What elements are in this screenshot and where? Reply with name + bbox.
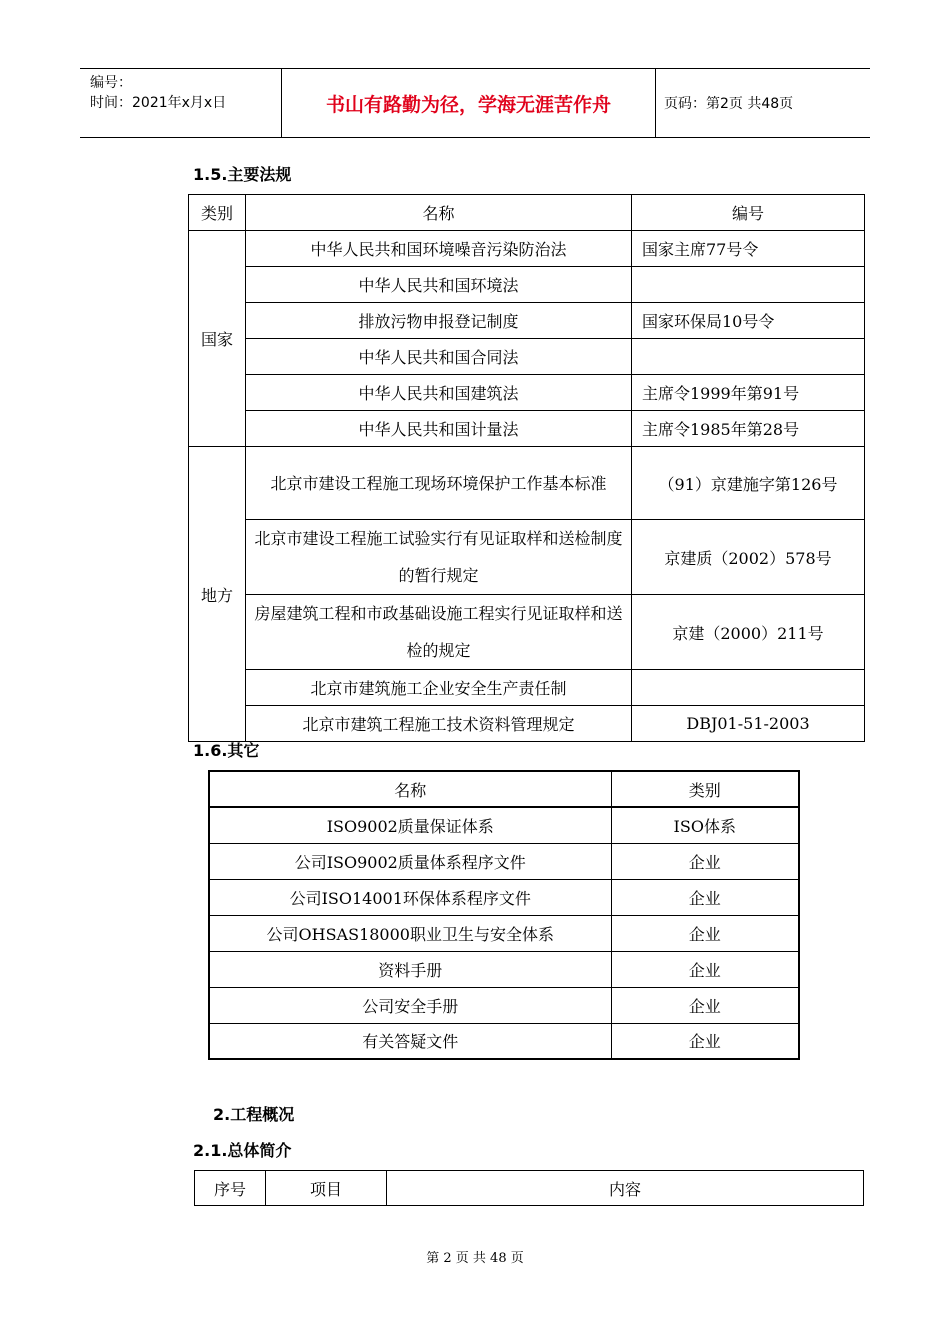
table-row bbox=[189, 411, 865, 447]
column-header: 序号 bbox=[195, 1171, 266, 1206]
table-row bbox=[189, 231, 865, 267]
column-header: 名称 bbox=[246, 195, 632, 231]
regulation-name: 中华人民共和国合同法 bbox=[246, 339, 632, 375]
regulation-name: 中华人民共和国环境法 bbox=[246, 267, 632, 303]
regulation-name: 中华人民共和国建筑法 bbox=[246, 375, 632, 411]
regulation-code bbox=[632, 339, 865, 375]
table-row bbox=[209, 879, 799, 915]
table-row bbox=[189, 267, 865, 303]
other-documents-table bbox=[208, 770, 800, 1060]
table-row bbox=[189, 447, 865, 520]
regulation-code: （91）京建施字第126号 bbox=[632, 447, 865, 520]
document-number-label: 编号： bbox=[90, 75, 132, 91]
column-header: 名称 bbox=[209, 771, 611, 807]
regulation-name: 北京市建设工程施工现场环境保护工作基本标准 bbox=[246, 447, 632, 520]
regulation-code: 京建（2000）211号 bbox=[632, 595, 865, 670]
table-row bbox=[209, 843, 799, 879]
regulation-code: 主席令1999年第91号 bbox=[632, 375, 865, 411]
document-name: 资料手册 bbox=[209, 951, 611, 987]
regulation-code: 国家主席77号令 bbox=[632, 231, 865, 267]
regulation-name: 中华人民共和国环境噪音污染防治法 bbox=[246, 231, 632, 267]
table-row bbox=[189, 595, 865, 670]
regulation-name: 北京市建筑工程施工技术资料管理规定 bbox=[246, 706, 632, 742]
regulation-code: 国家环保局10号令 bbox=[632, 303, 865, 339]
document-type: 企业 bbox=[611, 843, 799, 879]
header-meta bbox=[90, 73, 226, 113]
regulation-name: 北京市建筑施工企业安全生产责任制 bbox=[246, 670, 632, 706]
document-name: 公司OHSAS18000职业卫生与安全体系 bbox=[209, 915, 611, 951]
column-header: 类别 bbox=[189, 195, 246, 231]
table-row bbox=[209, 807, 799, 843]
regulations-table bbox=[188, 194, 865, 742]
section-heading-2: 2.工程概况 bbox=[213, 1105, 295, 1124]
document-name: ISO9002质量保证体系 bbox=[209, 807, 611, 843]
table-header-row bbox=[195, 1171, 864, 1206]
column-header: 内容 bbox=[387, 1171, 864, 1206]
section-heading-1-5: 1.5.主要法规 bbox=[193, 165, 292, 184]
regulation-name: 中华人民共和国计量法 bbox=[246, 411, 632, 447]
section-heading-2-1: 2.1.总体简介 bbox=[193, 1141, 292, 1160]
category-cell: 国家 bbox=[189, 231, 246, 447]
regulation-code bbox=[632, 267, 865, 303]
document-name: 公司ISO9002质量体系程序文件 bbox=[209, 843, 611, 879]
table-row bbox=[189, 706, 865, 742]
table-row bbox=[189, 303, 865, 339]
column-header: 项目 bbox=[266, 1171, 387, 1206]
document-type: 企业 bbox=[611, 987, 799, 1023]
overview-table bbox=[194, 1170, 864, 1206]
column-header: 编号 bbox=[632, 195, 865, 231]
header-motto: 书山有路勤为径，学海无涯苦作舟 bbox=[325, 93, 611, 116]
document-type: ISO体系 bbox=[611, 807, 799, 843]
regulation-code: 京建质（2002）578号 bbox=[632, 520, 865, 595]
document-time-label: 时间：2021年x月x日 bbox=[90, 95, 227, 111]
table-row bbox=[189, 339, 865, 375]
regulation-code: 主席令1985年第28号 bbox=[632, 411, 865, 447]
document-name: 公司安全手册 bbox=[209, 987, 611, 1023]
regulation-code bbox=[632, 670, 865, 706]
section-heading-1-6: 1.6.其它 bbox=[193, 741, 260, 760]
regulation-name: 排放污物申报登记制度 bbox=[246, 303, 632, 339]
table-row bbox=[209, 915, 799, 951]
table-row bbox=[189, 375, 865, 411]
table-row bbox=[209, 987, 799, 1023]
document-name: 公司ISO14001环保体系程序文件 bbox=[209, 879, 611, 915]
regulation-name: 房屋建筑工程和市政基础设施工程实行见证取样和送检的规定 bbox=[246, 595, 632, 670]
table-row bbox=[189, 670, 865, 706]
category-cell: 地方 bbox=[189, 447, 246, 742]
regulation-name: 北京市建设工程施工试验实行有见证取样和送检制度的暂行规定 bbox=[246, 520, 632, 595]
document-type: 企业 bbox=[611, 1023, 799, 1059]
document-type: 企业 bbox=[611, 879, 799, 915]
table-row bbox=[209, 1023, 799, 1059]
table-row bbox=[189, 520, 865, 595]
table-header-row bbox=[189, 195, 865, 231]
document-type: 企业 bbox=[611, 915, 799, 951]
table-row bbox=[209, 951, 799, 987]
page-header bbox=[80, 68, 870, 138]
header-divider bbox=[655, 69, 656, 137]
page-footer: 第 2 页 共 48 页 bbox=[426, 1251, 524, 1266]
document-name: 有关答疑文件 bbox=[209, 1023, 611, 1059]
document-type: 企业 bbox=[611, 951, 799, 987]
regulation-code: DBJ01-51-2003 bbox=[632, 706, 865, 742]
header-page-info: 页码：第2页 共48页 bbox=[664, 96, 794, 112]
table-header-row bbox=[209, 771, 799, 807]
column-header: 类别 bbox=[611, 771, 799, 807]
